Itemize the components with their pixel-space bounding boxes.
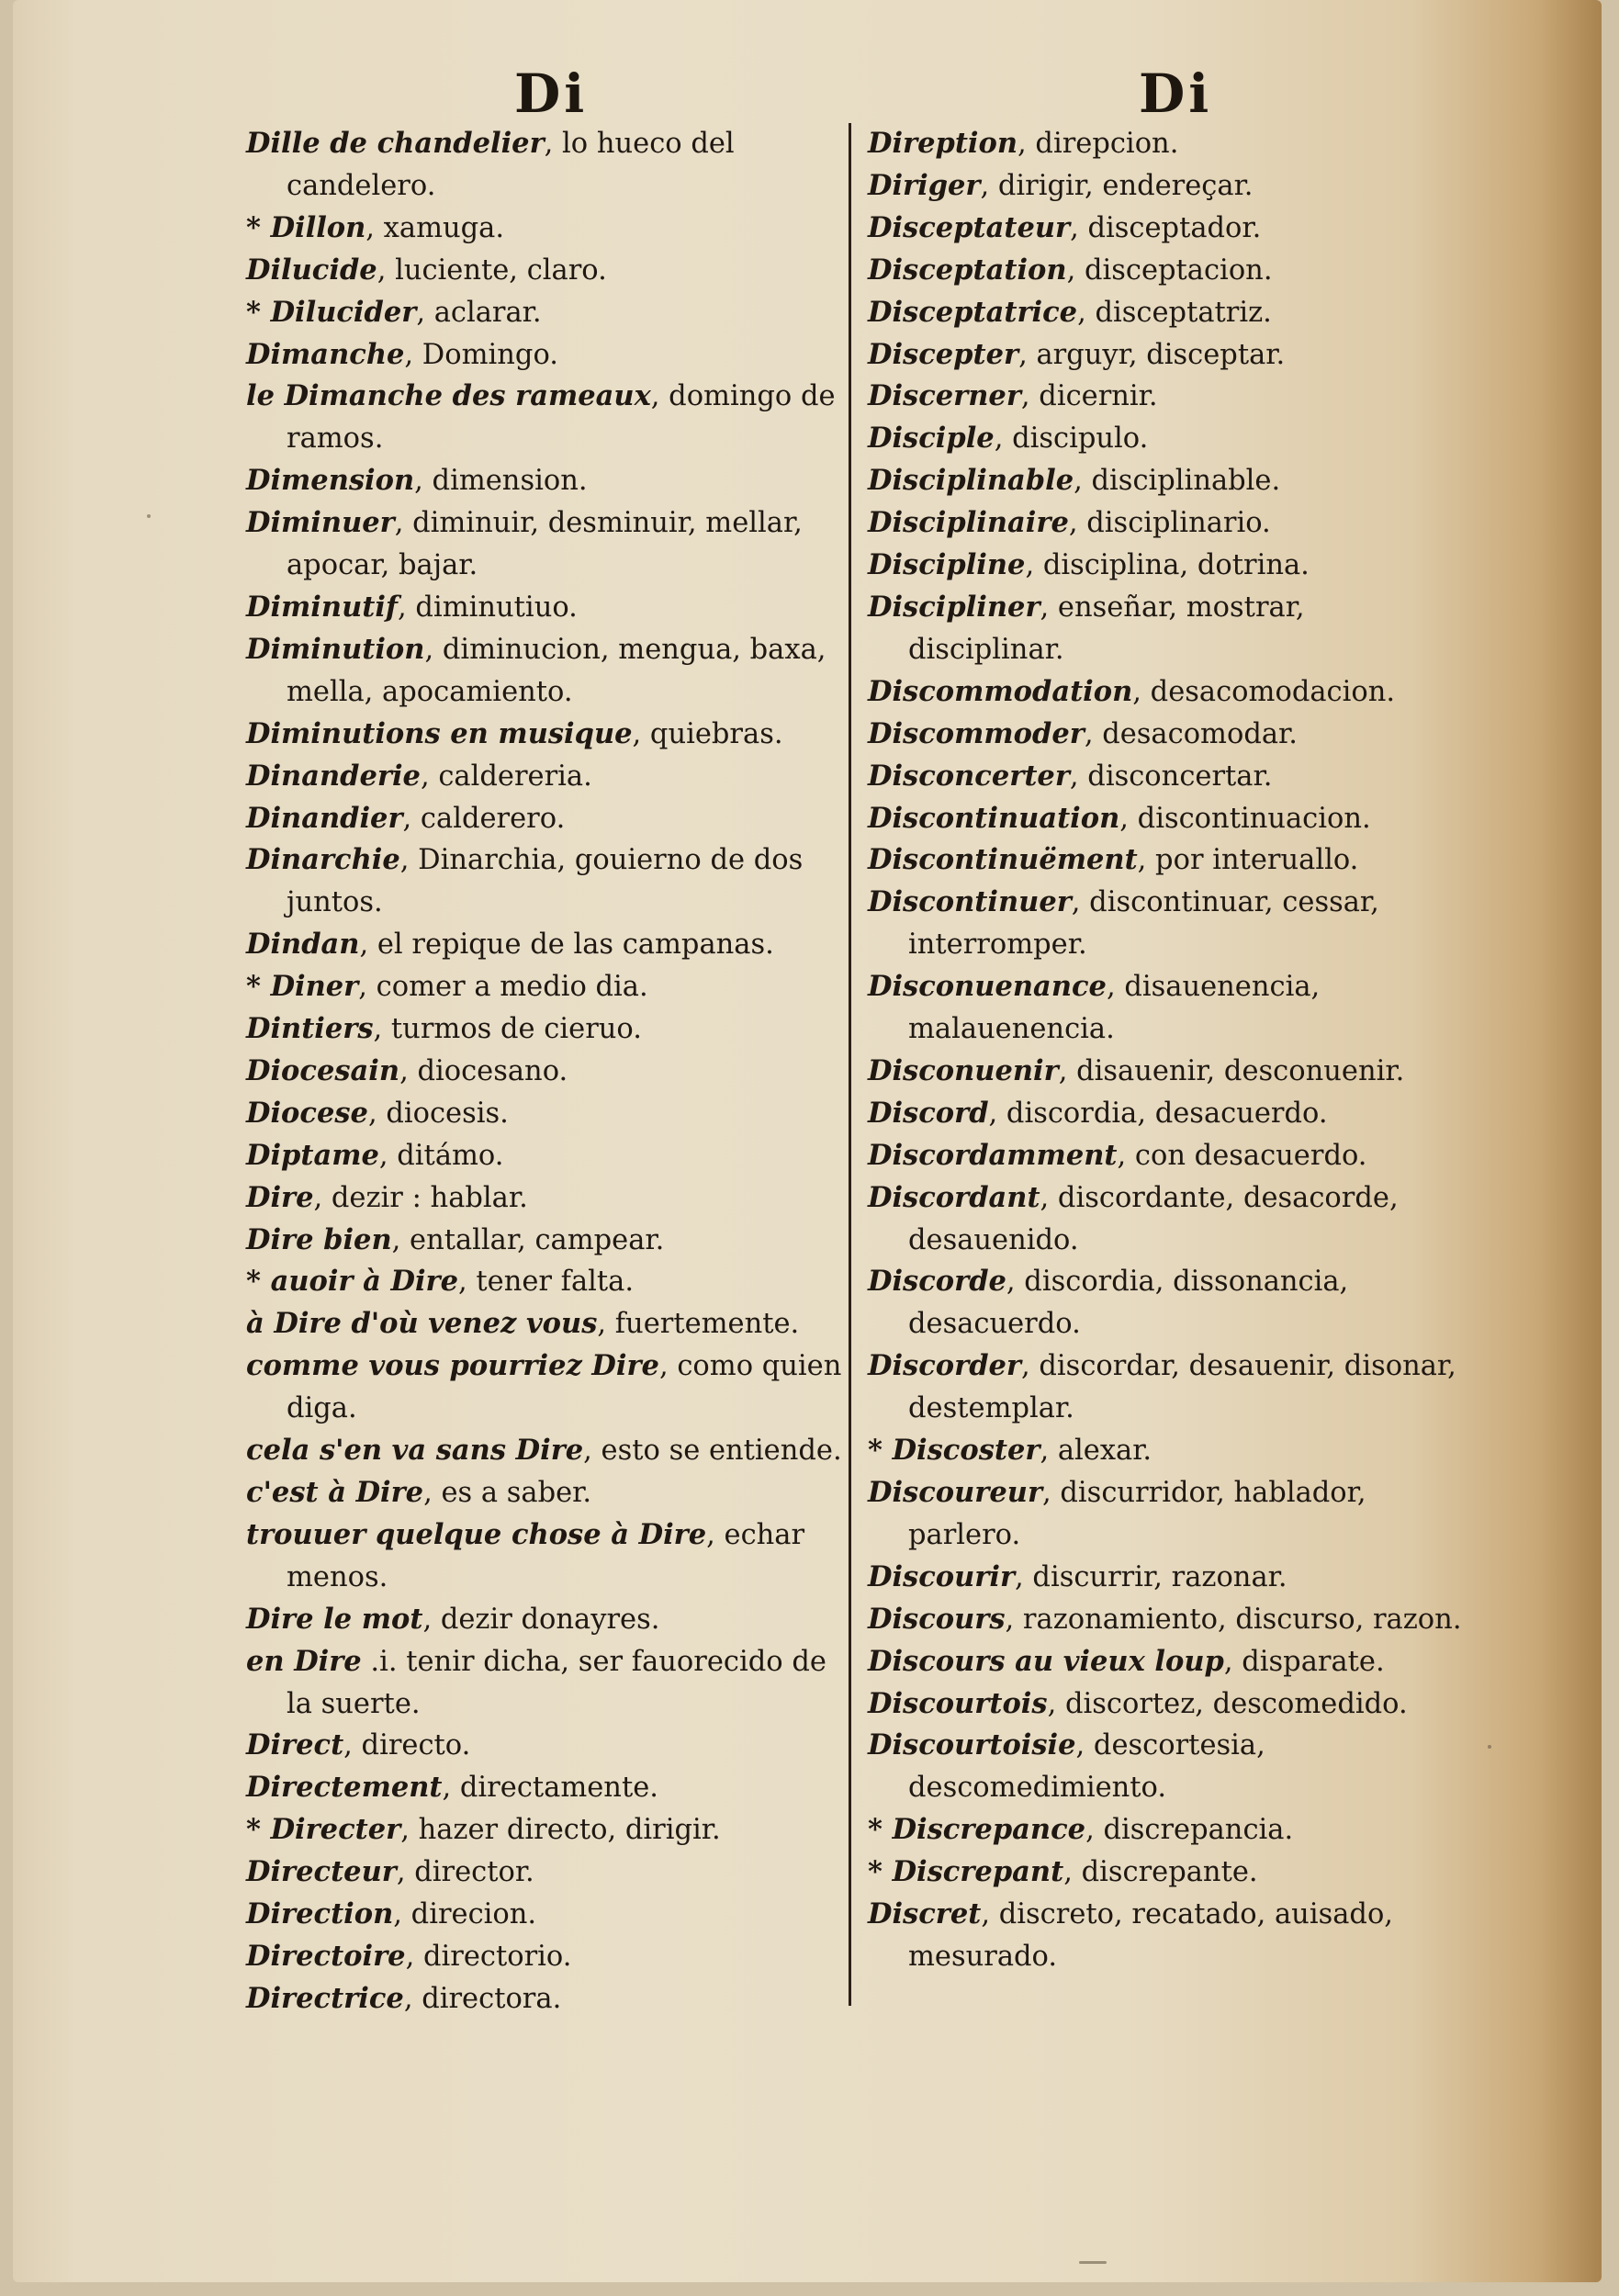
entry-translation: , calderero. bbox=[402, 802, 566, 835]
dictionary-entry bbox=[246, 250, 843, 292]
entry-headword: Disceptateur bbox=[868, 210, 1071, 244]
entry-headword: Discorde bbox=[868, 1265, 1006, 1299]
dictionary-entry bbox=[246, 208, 843, 250]
right-column bbox=[868, 123, 1465, 1978]
dictionary-entry bbox=[246, 839, 843, 924]
entry-translation: , diocesis. bbox=[367, 1097, 509, 1130]
dictionary-entry bbox=[246, 966, 843, 1008]
entry-headword: Dire bbox=[246, 1180, 314, 1214]
entry-translation: , esto se entiende. bbox=[583, 1435, 842, 1468]
entry-headword: c'est à Dire bbox=[246, 1476, 424, 1509]
entry-headword: Dintiers bbox=[246, 1012, 374, 1046]
dictionary-entry bbox=[246, 292, 843, 334]
entry-headword: Disceptation bbox=[868, 253, 1067, 287]
dictionary-entry bbox=[868, 292, 1465, 334]
entry-translation: , diminuir, desminuir, mellar, apocar, bajar. bbox=[287, 507, 803, 582]
entry-headword: le Dimanche des rameaux bbox=[246, 379, 651, 413]
entry-headword: Disciplinable bbox=[868, 464, 1074, 498]
dictionary-entry bbox=[868, 1261, 1465, 1345]
left-page-header: Di bbox=[514, 62, 589, 125]
entry-translation: , echar menos. bbox=[287, 1518, 805, 1593]
entry-headword: Disconuenance bbox=[868, 970, 1107, 1004]
dictionary-entry bbox=[868, 1683, 1465, 1726]
dictionary-entry bbox=[246, 1051, 843, 1093]
dictionary-entry bbox=[868, 1894, 1465, 1978]
entry-headword: * Directer bbox=[246, 1813, 401, 1847]
dictionary-entry bbox=[868, 1472, 1465, 1557]
entry-translation: , xamuga. bbox=[365, 211, 505, 244]
entry-translation: , diminutiuo. bbox=[398, 591, 578, 624]
dictionary-entry bbox=[868, 587, 1465, 671]
dictionary-entry bbox=[868, 250, 1465, 292]
dictionary-entry bbox=[246, 502, 843, 587]
entry-translation: .i. tenir dicha, ser fauorecido de la suerte. bbox=[287, 1645, 826, 1720]
entry-headword: Dire bien bbox=[246, 1222, 392, 1256]
entry-headword: * Discoster bbox=[868, 1434, 1040, 1468]
entry-headword: Diminuer bbox=[246, 506, 395, 540]
entry-headword: Discourir bbox=[868, 1559, 1016, 1593]
paper-speck bbox=[147, 514, 151, 518]
dictionary-entry bbox=[868, 1851, 1465, 1894]
entry-headword: Discoureur bbox=[868, 1476, 1043, 1509]
entry-headword: Disceptatrice bbox=[868, 295, 1078, 329]
entry-translation: , discordante, desacorde, desauenido. bbox=[908, 1181, 1399, 1256]
dictionary-entry bbox=[868, 1093, 1465, 1135]
entry-translation: , hazer directo, dirigir. bbox=[400, 1814, 721, 1847]
dictionary-entry bbox=[246, 1599, 843, 1641]
entry-translation: , desacomodar. bbox=[1084, 717, 1298, 750]
entry-translation: , directora. bbox=[403, 1982, 562, 2015]
entry-headword: en Dire bbox=[246, 1644, 362, 1678]
dictionary-entry bbox=[246, 1345, 843, 1430]
dictionary-entry bbox=[868, 1135, 1465, 1177]
entry-translation: , por interuallo. bbox=[1137, 844, 1359, 877]
entry-translation: , disciplinario. bbox=[1068, 507, 1271, 540]
dictionary-entry bbox=[246, 1936, 843, 1978]
entry-headword: Diocese bbox=[246, 1096, 368, 1130]
entry-translation: , domingo de ramos. bbox=[287, 380, 836, 456]
dictionary-entry bbox=[868, 1599, 1465, 1641]
entry-headword: Discourtoisie bbox=[868, 1728, 1076, 1762]
dictionary-entry bbox=[868, 502, 1465, 545]
dictionary-entry bbox=[246, 1514, 843, 1599]
dictionary-entry bbox=[868, 671, 1465, 714]
dictionary-entry bbox=[246, 1135, 843, 1177]
dictionary-entry bbox=[246, 1851, 843, 1894]
entry-translation: , directamente. bbox=[442, 1772, 658, 1805]
dictionary-entry bbox=[868, 1177, 1465, 1262]
dictionary-entry bbox=[246, 1725, 843, 1767]
dictionary-entry bbox=[868, 376, 1465, 418]
entry-headword: Direption bbox=[868, 127, 1018, 160]
entry-headword: Dinarchie bbox=[246, 843, 400, 877]
entry-translation: , director. bbox=[396, 1856, 534, 1889]
entry-headword: Disconcerter bbox=[868, 759, 1070, 793]
entry-translation: , caldereria. bbox=[420, 760, 592, 793]
entry-headword: Dille de chandelier bbox=[246, 127, 545, 160]
entry-translation: , discordar, desauenir, disonar, destemplar. bbox=[908, 1350, 1456, 1425]
left-column bbox=[246, 123, 843, 2020]
entry-translation: , entallar, campear. bbox=[391, 1223, 665, 1256]
entry-headword: Discours au vieux loup bbox=[868, 1644, 1224, 1678]
entry-headword: Disciplinaire bbox=[868, 506, 1069, 540]
entry-translation: , descortesia, descomedimiento. bbox=[908, 1729, 1265, 1805]
entry-headword: Diocesain bbox=[246, 1053, 400, 1087]
entry-headword: à Dire d'où venez vous bbox=[246, 1307, 598, 1341]
entry-translation: , turmos de cieruo. bbox=[373, 1013, 642, 1046]
dictionary-entry bbox=[868, 1430, 1465, 1472]
entry-translation: , arguyr, disceptar. bbox=[1018, 338, 1286, 371]
entry-headword: Discerner bbox=[868, 379, 1021, 413]
entry-translation: , aclarar. bbox=[416, 296, 542, 329]
entry-translation: , diminucion, mengua, baxa, mella, apocamiento. bbox=[287, 633, 826, 708]
dictionary-entry bbox=[868, 882, 1465, 966]
entry-translation: , disciplinable. bbox=[1074, 465, 1281, 498]
entry-translation: , discreto, recatado, auisado, mesurado. bbox=[908, 1898, 1393, 1973]
entry-headword: Dindan bbox=[246, 928, 360, 962]
entry-headword: Dinandier bbox=[246, 801, 403, 835]
dictionary-entry bbox=[246, 1177, 843, 1220]
entry-headword: Discommodation bbox=[868, 674, 1133, 708]
entry-translation: , disceptatriz. bbox=[1077, 296, 1272, 329]
entry-headword: Dimanche bbox=[246, 337, 405, 371]
dictionary-entry bbox=[868, 1809, 1465, 1851]
right-page-header: Di bbox=[1139, 62, 1213, 125]
entry-headword: Dilucide bbox=[246, 253, 377, 287]
dictionary-entry bbox=[868, 123, 1465, 165]
entry-translation: , fuertemente. bbox=[597, 1308, 800, 1341]
entry-headword: Directoire bbox=[246, 1939, 406, 1973]
entry-headword: Discord bbox=[868, 1096, 989, 1130]
paper-speck bbox=[1488, 1745, 1491, 1749]
dictionary-entry bbox=[246, 1303, 843, 1345]
dictionary-entry bbox=[868, 1725, 1465, 1809]
entry-headword: cela s'en va sans Dire bbox=[246, 1434, 584, 1468]
entry-headword: Directrice bbox=[246, 1981, 404, 2015]
entry-translation: , diocesano. bbox=[399, 1054, 568, 1087]
entry-headword: Directement bbox=[246, 1771, 443, 1805]
dictionary-entry bbox=[246, 756, 843, 798]
entry-translation: , tener falta. bbox=[458, 1266, 635, 1299]
dictionary-entry bbox=[246, 334, 843, 377]
entry-translation: , comer a medio dia. bbox=[358, 971, 648, 1004]
entry-headword: * Dilucider bbox=[246, 295, 417, 329]
column-divider bbox=[849, 123, 851, 2006]
dictionary-entry bbox=[868, 714, 1465, 756]
entry-headword: Discourtois bbox=[868, 1686, 1048, 1720]
entry-translation: , disceptador. bbox=[1070, 211, 1262, 244]
dictionary-entry bbox=[868, 418, 1465, 460]
entry-headword: * auoir à Dire bbox=[246, 1265, 459, 1299]
entry-headword: Discipline bbox=[868, 548, 1026, 582]
dictionary-entry bbox=[246, 1809, 843, 1851]
entry-headword: * Discrepant bbox=[868, 1855, 1064, 1889]
entry-headword: Discret bbox=[868, 1897, 982, 1931]
entry-headword: * Diner bbox=[246, 970, 359, 1004]
entry-translation: , discurridor, hablador, parlero. bbox=[908, 1477, 1366, 1551]
entry-translation: , desacomodacion. bbox=[1132, 675, 1396, 708]
entry-headword: Discommoder bbox=[868, 716, 1085, 750]
entry-headword: Discontinuëment bbox=[868, 843, 1138, 877]
dictionary-entry bbox=[868, 545, 1465, 587]
entry-headword: Disciple bbox=[868, 422, 995, 456]
paper-speck bbox=[1079, 2261, 1107, 2264]
entry-headword: Dire le mot bbox=[246, 1602, 423, 1636]
dictionary-entry bbox=[868, 460, 1465, 502]
dictionary-entry bbox=[246, 924, 843, 966]
dictionary-entry bbox=[868, 1641, 1465, 1683]
entry-translation: , discordia, dissonancia, desacuerdo. bbox=[908, 1266, 1349, 1341]
entry-translation: , direcion. bbox=[393, 1898, 537, 1931]
entry-headword: Discipliner bbox=[868, 590, 1040, 624]
entry-headword: * Dillon bbox=[246, 210, 366, 244]
entry-translation: , disauenencia, malauenencia. bbox=[908, 971, 1321, 1046]
entry-translation: , discrepancia. bbox=[1085, 1814, 1294, 1847]
entry-headword: comme vous pourriez Dire bbox=[246, 1349, 659, 1383]
dictionary-entry bbox=[868, 1345, 1465, 1430]
entry-translation: , dezir donayres. bbox=[422, 1603, 660, 1636]
entry-translation: , disceptacion. bbox=[1066, 253, 1273, 287]
entry-translation: , dimension. bbox=[414, 465, 588, 498]
dictionary-entry bbox=[868, 756, 1465, 798]
entry-translation: , directorio. bbox=[405, 1940, 572, 1973]
entry-translation: , discortez, descomedido. bbox=[1047, 1687, 1408, 1720]
dictionary-entry bbox=[868, 1051, 1465, 1093]
entry-translation: , disconcertar. bbox=[1069, 760, 1273, 793]
dictionary-entry bbox=[868, 798, 1465, 840]
dictionary-entry bbox=[868, 208, 1465, 250]
dictionary-entry bbox=[246, 1220, 843, 1262]
entry-headword: Dimension bbox=[246, 464, 415, 498]
dictionary-entry bbox=[246, 1261, 843, 1303]
dictionary-entry bbox=[868, 839, 1465, 882]
entry-headword: Discepter bbox=[868, 337, 1019, 371]
entry-translation: , quiebras. bbox=[632, 717, 783, 750]
entry-headword: Diminutif bbox=[246, 590, 399, 624]
entry-translation: , el repique de las campanas. bbox=[359, 929, 774, 962]
dictionary-entry bbox=[246, 1430, 843, 1472]
entry-translation: , Dinarchia, gouierno de dos juntos. bbox=[287, 844, 804, 919]
entry-headword: Discours bbox=[868, 1602, 1006, 1636]
entry-headword: Discordant bbox=[868, 1180, 1040, 1214]
dictionary-entry bbox=[868, 1557, 1465, 1599]
dictionary-entry bbox=[246, 587, 843, 629]
entry-translation: , Domingo. bbox=[404, 338, 558, 371]
entry-headword: Discorder bbox=[868, 1349, 1021, 1383]
entry-translation: , como quien diga. bbox=[287, 1350, 842, 1425]
entry-translation: , discordia, desacuerdo. bbox=[988, 1097, 1328, 1130]
dictionary-entry bbox=[246, 123, 843, 208]
entry-translation: , dezir : hablar. bbox=[313, 1181, 528, 1214]
entry-headword: Diriger bbox=[868, 168, 981, 202]
dictionary-entry bbox=[246, 1894, 843, 1936]
entry-headword: trouuer quelque chose à Dire bbox=[246, 1517, 707, 1551]
entry-headword: Discordamment bbox=[868, 1138, 1118, 1172]
entry-headword: Direction bbox=[246, 1897, 394, 1931]
dictionary-entry bbox=[246, 460, 843, 502]
entry-translation: , discrepante. bbox=[1063, 1856, 1258, 1889]
entry-translation: , enseñar, mostrar, disciplinar. bbox=[908, 591, 1305, 666]
entry-headword: Diptame bbox=[246, 1138, 379, 1172]
entry-translation: , discontinuacion. bbox=[1119, 802, 1371, 835]
entry-headword: Discontinuation bbox=[868, 801, 1120, 835]
entry-translation: , discontinuar, cessar, interromper. bbox=[908, 886, 1379, 962]
entry-headword: * Discrepance bbox=[868, 1813, 1086, 1847]
entry-translation: , disparate. bbox=[1223, 1645, 1385, 1678]
dictionary-entry bbox=[868, 334, 1465, 377]
entry-headword: Direct bbox=[246, 1728, 344, 1762]
entry-headword: Directeur bbox=[246, 1855, 397, 1889]
dictionary-entry bbox=[868, 165, 1465, 208]
dictionary-entry bbox=[246, 1767, 843, 1809]
entry-headword: Diminutions en musique bbox=[246, 716, 633, 750]
entry-headword: Discontinuer bbox=[868, 885, 1072, 919]
entry-translation: , luciente, claro. bbox=[377, 253, 607, 287]
dictionary-entry bbox=[246, 376, 843, 460]
dictionary-entry bbox=[246, 629, 843, 714]
entry-translation: , discurrir, razonar. bbox=[1015, 1560, 1287, 1593]
entry-translation: , discipulo. bbox=[994, 422, 1149, 456]
dictionary-entry bbox=[246, 1641, 843, 1726]
entry-headword: Dinanderie bbox=[246, 759, 421, 793]
entry-translation: , dirigir, endereçar. bbox=[980, 169, 1254, 202]
dictionary-entry bbox=[246, 1093, 843, 1135]
entry-translation: , ditámo. bbox=[378, 1139, 504, 1172]
entry-translation: , alexar. bbox=[1040, 1435, 1152, 1468]
dictionary-entry bbox=[246, 1008, 843, 1051]
entry-translation: , es a saber. bbox=[423, 1477, 592, 1509]
dictionary-entry bbox=[246, 1472, 843, 1514]
entry-translation: , disauenir, desconuenir. bbox=[1058, 1054, 1405, 1087]
dictionary-entry bbox=[246, 798, 843, 840]
dictionary-entry bbox=[246, 714, 843, 756]
entry-translation: , con desacuerdo. bbox=[1117, 1139, 1367, 1172]
entry-headword: Disconuenir bbox=[868, 1053, 1059, 1087]
entry-translation: , directo. bbox=[343, 1729, 471, 1762]
entry-headword: Diminution bbox=[246, 632, 425, 666]
entry-translation: , razonamiento, discurso, razon. bbox=[1005, 1603, 1462, 1636]
entry-translation: , dicernir. bbox=[1020, 380, 1158, 413]
entry-translation: , disciplina, dotrina. bbox=[1025, 549, 1310, 582]
entry-translation: , lo hueco del candelero. bbox=[287, 128, 735, 202]
dictionary-entry bbox=[246, 1978, 843, 2020]
entry-translation: , direpcion. bbox=[1017, 128, 1179, 160]
dictionary-entry bbox=[868, 966, 1465, 1051]
